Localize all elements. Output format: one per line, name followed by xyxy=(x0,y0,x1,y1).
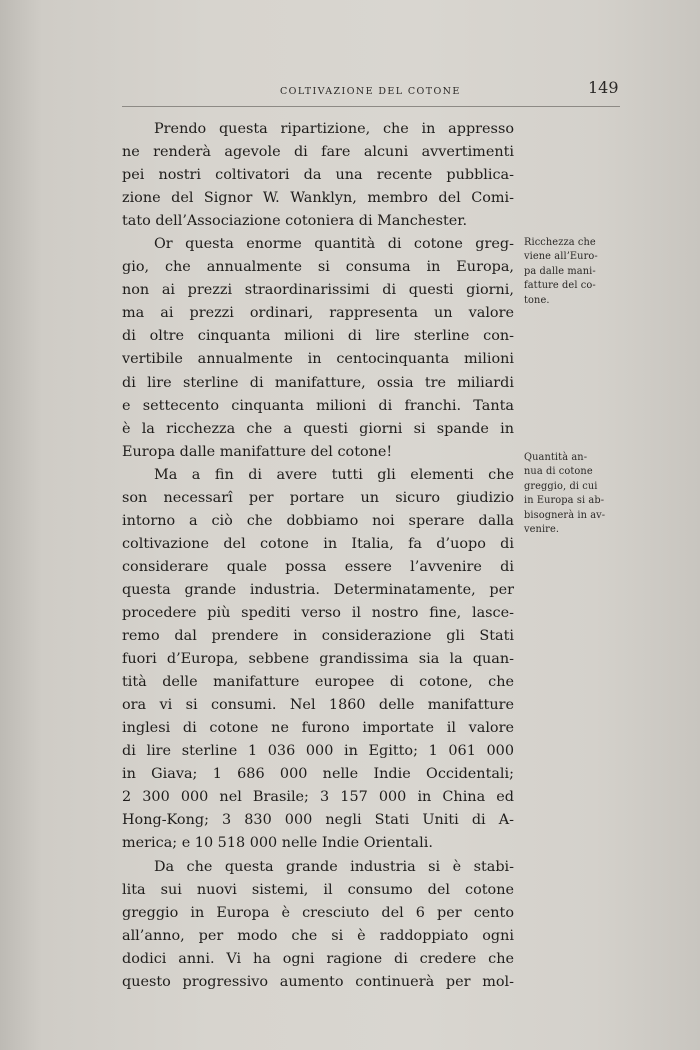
margin-note-line: bisognerà in av- xyxy=(524,509,606,521)
text-line: merica; e 10 518 000 nelle Indie Orientali. xyxy=(122,835,433,852)
text-line: fuori d’Europa, sebbene grandissima sia la quan- xyxy=(122,651,514,668)
margin-note-line: pa dalle mani- xyxy=(524,265,596,277)
text-line: Ma a fin di avere tutti gli elementi che xyxy=(154,466,514,483)
text-line: ora vi si consumi. Nel 1860 delle manifatture xyxy=(122,697,514,714)
text-line: questo progressivo aumento continuerà per mol- xyxy=(122,973,514,990)
text-line: all’anno, per modo che si è raddoppiato ogni xyxy=(122,927,514,944)
text-line: ne renderà agevole di fare alcuni avvertimenti xyxy=(122,144,514,161)
margin-note-line: venire. xyxy=(524,523,560,535)
text-line: e settecento cinquanta milioni di franchi. Tanta xyxy=(122,397,514,414)
text-line: gio, che annualmente si consuma in Europa, xyxy=(122,259,514,276)
margin-note-line: Quantità an- xyxy=(524,452,588,463)
text-line: Europa dalle manifatture del cotone! xyxy=(122,443,393,460)
margin-note-line: in Europa si ab- xyxy=(524,495,605,507)
text-line: Or questa enorme quantità di cotone greg- xyxy=(154,236,514,253)
page-number: 149 xyxy=(588,78,619,97)
text-line: Hong-Kong; 3 830 000 negli Stati Uniti di A- xyxy=(122,812,514,829)
main-text xyxy=(122,118,514,994)
text-line: pei nostri coltivatori da una recente pubblica- xyxy=(122,167,514,184)
margin-note-quantity xyxy=(524,451,634,537)
text-line: son necessarî per portare un sicuro giudizio xyxy=(122,489,514,506)
text-line: lita sui nuovi sistemi, il consumo del cotone xyxy=(122,881,514,898)
header-rule xyxy=(122,106,620,107)
text-line: in Giava; 1 686 000 nelle Indie Occidentali; xyxy=(122,766,514,783)
running-title: COLTIVAZIONE DEL COTONE xyxy=(280,86,461,97)
text-line: vertibile annualmente in centocinquanta milioni xyxy=(122,351,514,368)
margin-note-wealth xyxy=(524,236,634,308)
text-line: non ai prezzi straordinarissimi di questi giorni, xyxy=(122,282,514,299)
margin-note-line: greggio, di cui xyxy=(524,480,598,492)
text-line: di oltre cinquanta milioni di lire sterline con- xyxy=(122,328,514,345)
margin-note-line: tone. xyxy=(524,294,550,306)
margin-note-line: viene all’Euro- xyxy=(524,251,598,263)
text-line: dodici anni. Vi ha ogni ragione di credere che xyxy=(122,950,514,967)
text-line: Prendo questa ripartizione, che in appresso xyxy=(154,121,514,137)
text-line: zione del Signor W. Wanklyn, membro del Comi- xyxy=(122,190,514,207)
text-line: Da che questa grande industria si è stabi- xyxy=(154,858,514,875)
text-line: ma ai prezzi ordinari, rappresenta un valore xyxy=(122,305,514,322)
text-line: inglesi di cotone ne furono importate il valore xyxy=(122,720,514,737)
text-line: di lire sterline 1 036 000 in Egitto; 1 061 000 xyxy=(122,743,514,760)
text-line: considerare quale possa essere l’avvenire di xyxy=(122,558,514,575)
text-line: coltivazione del cotone in Italia, fa d’uopo di xyxy=(122,535,514,552)
text-line: greggio in Europa è cresciuto del 6 per cento xyxy=(122,904,514,921)
margin-note-line: fatture del co- xyxy=(524,280,596,292)
text-line: è la ricchezza che a questi giorni si spande in xyxy=(122,420,514,437)
text-line: tato dell’Associazione cotoniera di Manchester. xyxy=(122,213,468,230)
margin-note-line: nua di cotone xyxy=(524,466,593,478)
text-line: procedere più spediti verso il nostro fine, lasce- xyxy=(122,604,514,621)
text-line: remo dal prendere in considerazione gli Stati xyxy=(122,628,514,645)
text-line: tità delle manifatture europee di cotone, che xyxy=(122,674,514,691)
text-line: questa grande industria. Determinatamente, per xyxy=(122,581,514,598)
text-line: intorno a ciò che dobbiamo noi sperare dalla xyxy=(122,512,514,529)
margin-note-line: Ricchezza che xyxy=(524,237,596,248)
text-line: 2 300 000 nel Brasile; 3 157 000 in China ed xyxy=(122,789,514,806)
text-line: di lire sterline di manifatture, ossia tre miliardi xyxy=(122,374,514,391)
